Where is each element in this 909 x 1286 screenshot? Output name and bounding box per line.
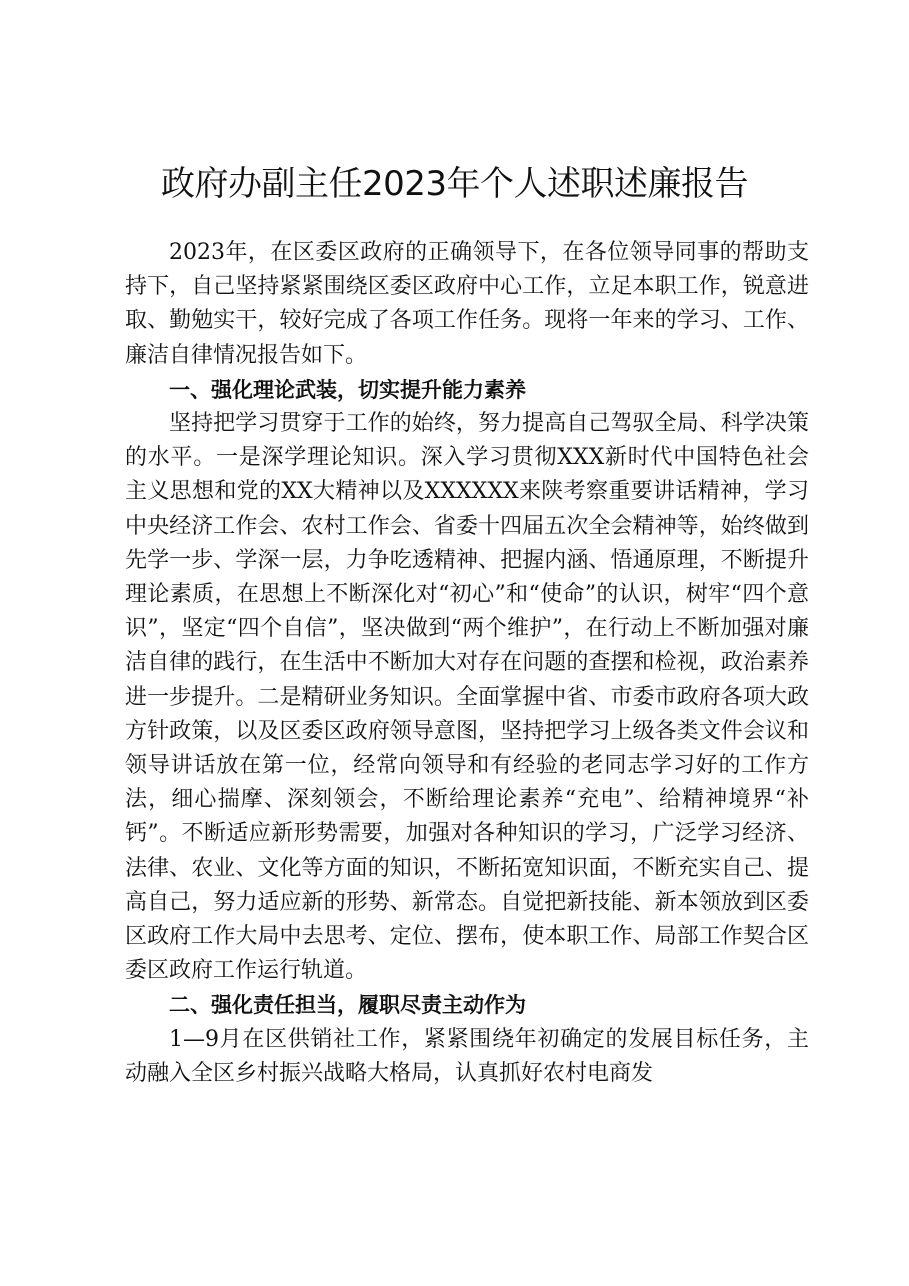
section-2-heading: 二、强化责任担当，履职尽责主动作为	[169, 993, 526, 1018]
intro-paragraph: 2023年，在区委区政府的正确领导下，在各位领导同事的帮助支持下，自己坚持紧紧围绕区委区政府中心工作，立足本职工作，锐意进取、勤勉实干，较好完成了各项工作任务。现将一年来的学习、工作、廉洁自律情况报告如下。	[125, 240, 809, 368]
section-1-paragraph: 坚持把学习贯穿于工作的始终，努力提高自己驾驭全局、科学决策的水平。一是深学理论知识。深入学习贯彻XXX新时代中国特色社会主义思想和党的XX大精神以及XXXXXX来陕考察重要讲话精神，学习中央经济工作会、农村工作会、省委十四届五次全会精神等，始终做到先学一步、学深一层，力争吃透精神、把握内涵、悟通原理，不断提升理论素质，在思想上不断深化对“初心”和“使命”的认识，树牢“四个意识”，坚定“四个自信”，坚决做到“两个维护”，在行动上不断加强对廉洁自律的践行，在生活中不断加大对存在问题的查摆和检视，政治素养进一步提升。二是精研业务知识。全面掌握中省、市委市政府各项大政方针政策，以及区委区政府领导意图，坚持把学习上级各类文件会议和领导讲话放在第一位，经常向领导和有经验的老同志学习好的工作方法，细心揣摩、深刻领会，不断给理论素养“充电”、给精神境界“补钙”。不断适应新形势需要，加强对各种知识的学习，广泛学习经济、法律、农业、文化等方面的知识，不断拓宽知识面，不断充实自己、提高自己，努力适应新的形势、新常态。自觉把新技能、新本领放到区委区政府工作大局中去思考、定位、摆布，使本职工作、局部工作契合区委区政府工作运行轨道。	[125, 411, 809, 984]
document-body	[125, 236, 809, 1091]
section-1-heading: 一、强化理论武装，切实提升能力素养	[169, 377, 526, 402]
section-2-paragraph: 1—9月在区供销社工作，紧紧围绕年初确定的发展目标任务，主动融入全区乡村振兴战略大格局，认真抓好农村电商发	[125, 1026, 809, 1086]
document-title: 政府办副主任2023年个人述职述廉报告	[160, 164, 749, 204]
